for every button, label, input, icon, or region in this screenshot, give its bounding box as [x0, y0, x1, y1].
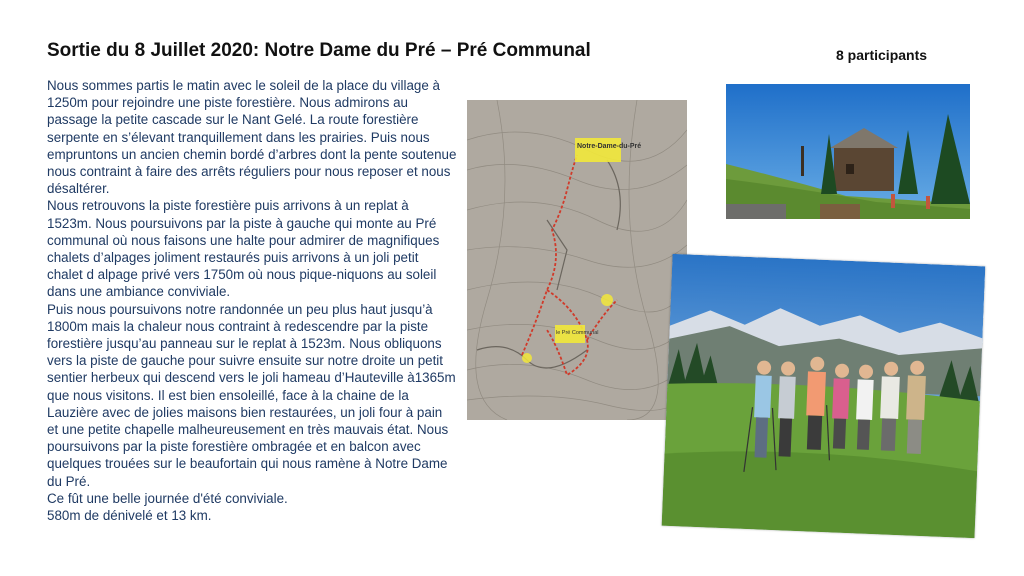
trail-map-image: [467, 100, 687, 420]
page-title: Sortie du 8 Juillet 2020: Notre Dame du Pré – Pré Communal: [47, 40, 591, 61]
paragraph-1: Nous sommes partis le matin avec le soleil de la place du village à 1250m pour rejoindre une piste forestière. Nous admirons au passage la petite cascade sur le Nant Gelé. La route forestière serpente en s’élevant tranquillement dans les prairies. Puis nous empruntons un ancien chemin bordé d’arbres dont la pente soutenue nous contraint à faire des arrêts réguliers pour nous reposer et nous désaltérer.: [47, 78, 457, 197]
group-photo: [662, 254, 986, 538]
paragraph-5: 580m de dénivelé et 13 km.: [47, 508, 212, 524]
chalet-photo: [726, 84, 970, 219]
map-label-pre-communal: le Pré Communal: [556, 330, 599, 336]
participants-count: 8 participants: [836, 47, 928, 63]
paragraph-2: Nous retrouvons la piste forestière puis arrivons à un replat à 1523m. Nous poursuivons par la piste à gauche qui monte au Pré communal où nous faisons une halte pour admirer de magnifiques chalets d’alpages joliment restaurés puis arrivons à un joli petit chalet d alpage privé vers 1750m où nous pique-niquons au soleil dans une ambiance conviviale.: [47, 198, 440, 300]
paragraph-4: Ce fût une belle journée d'été conviviale.: [47, 490, 288, 506]
paragraph-3: Puis nous poursuivons notre randonnée un peu plus haut jusqu’à 1800m mais la chaleur nous contraint à redescendre par la piste forestière jusqu’au panneau sur le replat à 1523m. Nous obliquons vers la piste de gauche pour suivre ensuite sur notre droite un petit sentier herbeux qui descend vers le joli hameau d’Hauteville à1365m que nous visitons. Il est bien ensoleillé, face à la chaine de la Lauzière avec de jolies maisons bien restaurées, un joli four à pain et une petite chapelle malheureusement en très mauvais état. Nous poursuivons par la piste forestière ombragée et en balcon avec quelques trouées sur le beaufortain qui nous ramène à Notre Dame du Pré.: [47, 301, 456, 489]
trip-description: [47, 77, 457, 524]
map-label-notre-dame: Notre-Dame-du-Pré: [577, 143, 642, 150]
